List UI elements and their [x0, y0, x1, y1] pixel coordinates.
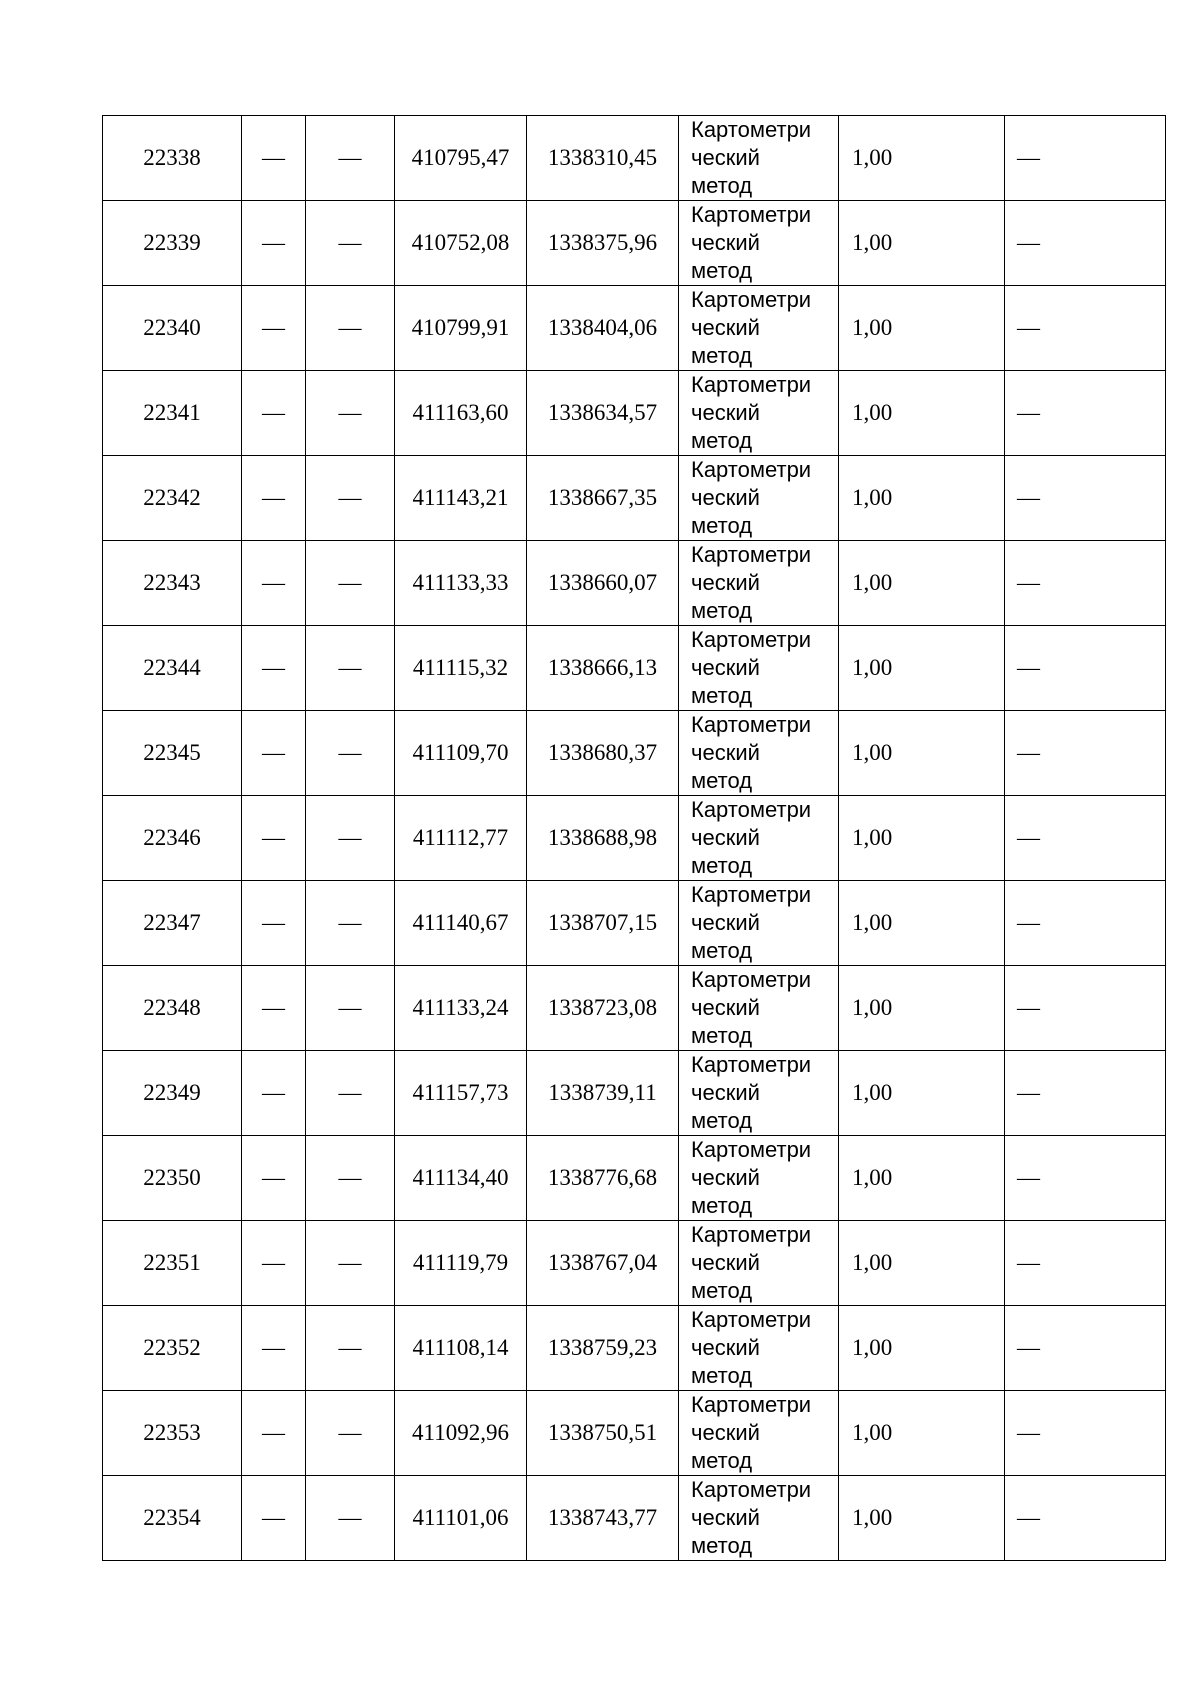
method-line: Картометри — [691, 712, 812, 737]
method-line: метод — [691, 513, 753, 538]
method-line: ческий — [691, 1250, 760, 1275]
old-x-cell: — — [242, 966, 306, 1051]
method-line: Картометри — [691, 202, 812, 227]
description-cell: — — [1005, 456, 1166, 541]
table-row — [103, 456, 1166, 541]
method-cell — [679, 371, 839, 456]
point-number-cell: 22340 — [103, 286, 242, 371]
point-number-cell: 22343 — [103, 541, 242, 626]
point-number-cell: 22345 — [103, 711, 242, 796]
coordinates-table — [102, 115, 1166, 1561]
point-number-cell: 22351 — [103, 1221, 242, 1306]
method-line: ческий — [691, 910, 760, 935]
method-line: метод — [691, 258, 753, 283]
method-line: метод — [691, 1023, 753, 1048]
point-number-cell: 22346 — [103, 796, 242, 881]
accuracy-cell: 1,00 — [839, 1136, 1005, 1221]
y-coordinate-cell: 1338759,23 — [527, 1306, 679, 1391]
description-cell: — — [1005, 796, 1166, 881]
accuracy-cell: 1,00 — [839, 456, 1005, 541]
point-number-cell: 22341 — [103, 371, 242, 456]
method-cell — [679, 881, 839, 966]
x-coordinate-cell: 411108,14 — [395, 1306, 527, 1391]
x-coordinate-cell: 411140,67 — [395, 881, 527, 966]
method-line: ческий — [691, 315, 760, 340]
accuracy-cell: 1,00 — [839, 1051, 1005, 1136]
old-x-cell: — — [242, 881, 306, 966]
method-line: Картометри — [691, 1307, 812, 1332]
accuracy-cell: 1,00 — [839, 1306, 1005, 1391]
y-coordinate-cell: 1338723,08 — [527, 966, 679, 1051]
y-coordinate-cell: 1338767,04 — [527, 1221, 679, 1306]
method-line: ческий — [691, 995, 760, 1020]
y-coordinate-cell: 1338750,51 — [527, 1391, 679, 1476]
old-y-cell: — — [306, 1051, 395, 1136]
method-line: Картометри — [691, 1477, 812, 1502]
x-coordinate-cell: 411101,06 — [395, 1476, 527, 1561]
description-cell: — — [1005, 626, 1166, 711]
table-row — [103, 201, 1166, 286]
table-row — [103, 1391, 1166, 1476]
accuracy-cell: 1,00 — [839, 881, 1005, 966]
old-x-cell: — — [242, 1476, 306, 1561]
old-x-cell: — — [242, 116, 306, 201]
method-line: ческий — [691, 1165, 760, 1190]
old-y-cell: — — [306, 966, 395, 1051]
table-row — [103, 1221, 1166, 1306]
description-cell: — — [1005, 881, 1166, 966]
description-cell: — — [1005, 541, 1166, 626]
accuracy-cell: 1,00 — [839, 966, 1005, 1051]
y-coordinate-cell: 1338660,07 — [527, 541, 679, 626]
table-row — [103, 1051, 1166, 1136]
old-y-cell: — — [306, 796, 395, 881]
method-line: метод — [691, 853, 753, 878]
accuracy-cell: 1,00 — [839, 286, 1005, 371]
y-coordinate-cell: 1338666,13 — [527, 626, 679, 711]
old-x-cell: — — [242, 201, 306, 286]
method-line: Картометри — [691, 627, 812, 652]
x-coordinate-cell: 410799,91 — [395, 286, 527, 371]
accuracy-cell: 1,00 — [839, 371, 1005, 456]
old-y-cell: — — [306, 116, 395, 201]
accuracy-cell: 1,00 — [839, 1476, 1005, 1561]
x-coordinate-cell: 410752,08 — [395, 201, 527, 286]
accuracy-cell: 1,00 — [839, 201, 1005, 286]
old-x-cell: — — [242, 1136, 306, 1221]
y-coordinate-cell: 1338776,68 — [527, 1136, 679, 1221]
x-coordinate-cell: 410795,47 — [395, 116, 527, 201]
method-line: ческий — [691, 825, 760, 850]
table-row — [103, 1136, 1166, 1221]
method-cell — [679, 966, 839, 1051]
table-row — [103, 541, 1166, 626]
old-x-cell: — — [242, 371, 306, 456]
y-coordinate-cell: 1338667,35 — [527, 456, 679, 541]
description-cell: — — [1005, 1306, 1166, 1391]
table-row — [103, 881, 1166, 966]
point-number-cell: 22352 — [103, 1306, 242, 1391]
old-x-cell: — — [242, 456, 306, 541]
accuracy-cell: 1,00 — [839, 541, 1005, 626]
table-row — [103, 286, 1166, 371]
method-line: Картометри — [691, 372, 812, 397]
point-number-cell: 22344 — [103, 626, 242, 711]
method-cell — [679, 456, 839, 541]
method-line: Картометри — [691, 1222, 812, 1247]
old-y-cell: — — [306, 541, 395, 626]
point-number-cell: 22353 — [103, 1391, 242, 1476]
old-y-cell: — — [306, 371, 395, 456]
accuracy-cell: 1,00 — [839, 796, 1005, 881]
method-line: ческий — [691, 145, 760, 170]
table-row — [103, 796, 1166, 881]
description-cell: — — [1005, 966, 1166, 1051]
table-row — [103, 1476, 1166, 1561]
old-y-cell: — — [306, 201, 395, 286]
x-coordinate-cell: 411163,60 — [395, 371, 527, 456]
old-y-cell: — — [306, 286, 395, 371]
accuracy-cell: 1,00 — [839, 1221, 1005, 1306]
method-line: метод — [691, 598, 753, 623]
table-row — [103, 711, 1166, 796]
method-line: метод — [691, 1363, 753, 1388]
method-line: ческий — [691, 400, 760, 425]
method-line: ческий — [691, 1335, 760, 1360]
method-line: метод — [691, 768, 753, 793]
table-row — [103, 371, 1166, 456]
table-row — [103, 966, 1166, 1051]
accuracy-cell: 1,00 — [839, 1391, 1005, 1476]
method-line: метод — [691, 938, 753, 963]
old-y-cell: — — [306, 1306, 395, 1391]
method-line: Картометри — [691, 967, 812, 992]
point-number-cell: 22350 — [103, 1136, 242, 1221]
y-coordinate-cell: 1338634,57 — [527, 371, 679, 456]
x-coordinate-cell: 411143,21 — [395, 456, 527, 541]
description-cell: — — [1005, 1221, 1166, 1306]
method-cell — [679, 1306, 839, 1391]
method-line: Картометри — [691, 117, 812, 142]
old-y-cell: — — [306, 626, 395, 711]
old-x-cell: — — [242, 626, 306, 711]
old-x-cell: — — [242, 1391, 306, 1476]
old-x-cell: — — [242, 1051, 306, 1136]
method-cell — [679, 1221, 839, 1306]
method-cell — [679, 711, 839, 796]
method-line: ческий — [691, 655, 760, 680]
method-cell — [679, 116, 839, 201]
table-body — [103, 116, 1166, 1561]
method-line: ческий — [691, 740, 760, 765]
x-coordinate-cell: 411134,40 — [395, 1136, 527, 1221]
point-number-cell: 22338 — [103, 116, 242, 201]
old-y-cell: — — [306, 1221, 395, 1306]
old-x-cell: — — [242, 286, 306, 371]
old-x-cell: — — [242, 1306, 306, 1391]
accuracy-cell: 1,00 — [839, 116, 1005, 201]
description-cell: — — [1005, 371, 1166, 456]
method-cell — [679, 1476, 839, 1561]
old-x-cell: — — [242, 1221, 306, 1306]
y-coordinate-cell: 1338310,45 — [527, 116, 679, 201]
x-coordinate-cell: 411133,33 — [395, 541, 527, 626]
method-line: ческий — [691, 1505, 760, 1530]
method-cell — [679, 1136, 839, 1221]
method-line: метод — [691, 1278, 753, 1303]
method-line: Картометри — [691, 1392, 812, 1417]
method-line: Картометри — [691, 797, 812, 822]
y-coordinate-cell: 1338375,96 — [527, 201, 679, 286]
point-number-cell: 22347 — [103, 881, 242, 966]
description-cell: — — [1005, 201, 1166, 286]
y-coordinate-cell: 1338688,98 — [527, 796, 679, 881]
y-coordinate-cell: 1338739,11 — [527, 1051, 679, 1136]
method-line: метод — [691, 173, 753, 198]
accuracy-cell: 1,00 — [839, 711, 1005, 796]
old-y-cell: — — [306, 1391, 395, 1476]
method-cell — [679, 1051, 839, 1136]
method-line: Картометри — [691, 882, 812, 907]
x-coordinate-cell: 411109,70 — [395, 711, 527, 796]
y-coordinate-cell: 1338404,06 — [527, 286, 679, 371]
point-number-cell: 22354 — [103, 1476, 242, 1561]
method-line: метод — [691, 343, 753, 368]
method-cell — [679, 1391, 839, 1476]
old-x-cell: — — [242, 796, 306, 881]
x-coordinate-cell: 411112,77 — [395, 796, 527, 881]
method-line: метод — [691, 1533, 753, 1558]
description-cell: — — [1005, 1476, 1166, 1561]
method-line: метод — [691, 428, 753, 453]
old-x-cell: — — [242, 711, 306, 796]
method-line: ческий — [691, 1080, 760, 1105]
method-line: ческий — [691, 485, 760, 510]
x-coordinate-cell: 411133,24 — [395, 966, 527, 1051]
method-line: Картометри — [691, 1052, 812, 1077]
y-coordinate-cell: 1338680,37 — [527, 711, 679, 796]
old-y-cell: — — [306, 1136, 395, 1221]
table-row — [103, 116, 1166, 201]
method-line: Картометри — [691, 542, 812, 567]
point-number-cell: 22348 — [103, 966, 242, 1051]
x-coordinate-cell: 411119,79 — [395, 1221, 527, 1306]
description-cell: — — [1005, 116, 1166, 201]
table-row — [103, 626, 1166, 711]
accuracy-cell: 1,00 — [839, 626, 1005, 711]
description-cell: — — [1005, 711, 1166, 796]
method-cell — [679, 541, 839, 626]
method-line: ческий — [691, 230, 760, 255]
point-number-cell: 22339 — [103, 201, 242, 286]
method-line: метод — [691, 683, 753, 708]
point-number-cell: 22349 — [103, 1051, 242, 1136]
description-cell: — — [1005, 286, 1166, 371]
point-number-cell: 22342 — [103, 456, 242, 541]
method-cell — [679, 796, 839, 881]
method-cell — [679, 201, 839, 286]
y-coordinate-cell: 1338707,15 — [527, 881, 679, 966]
method-line: метод — [691, 1108, 753, 1133]
method-cell — [679, 286, 839, 371]
old-y-cell: — — [306, 881, 395, 966]
old-y-cell: — — [306, 456, 395, 541]
x-coordinate-cell: 411115,32 — [395, 626, 527, 711]
x-coordinate-cell: 411092,96 — [395, 1391, 527, 1476]
description-cell: — — [1005, 1136, 1166, 1221]
x-coordinate-cell: 411157,73 — [395, 1051, 527, 1136]
old-y-cell: — — [306, 1476, 395, 1561]
description-cell: — — [1005, 1391, 1166, 1476]
table-row — [103, 1306, 1166, 1391]
method-line: Картометри — [691, 457, 812, 482]
method-line: Картометри — [691, 1137, 812, 1162]
method-line: метод — [691, 1193, 753, 1218]
old-y-cell: — — [306, 711, 395, 796]
old-x-cell: — — [242, 541, 306, 626]
description-cell: — — [1005, 1051, 1166, 1136]
method-line: метод — [691, 1448, 753, 1473]
y-coordinate-cell: 1338743,77 — [527, 1476, 679, 1561]
method-line: ческий — [691, 570, 760, 595]
method-cell — [679, 626, 839, 711]
method-line: ческий — [691, 1420, 760, 1445]
method-line: Картометри — [691, 287, 812, 312]
